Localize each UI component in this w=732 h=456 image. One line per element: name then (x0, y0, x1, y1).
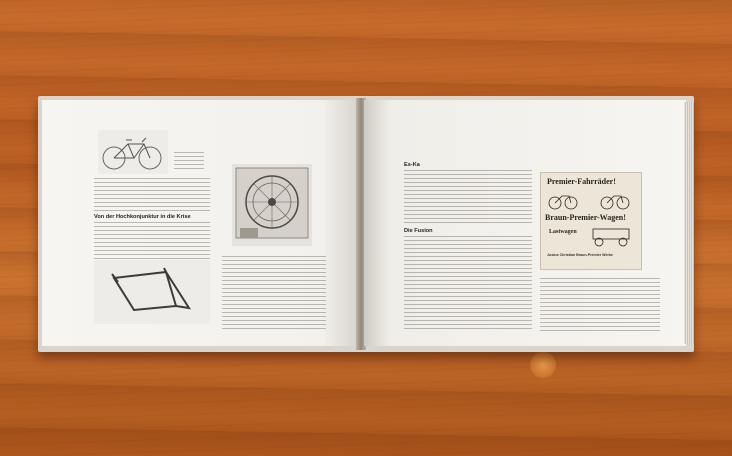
body-text-block-3 (222, 256, 326, 330)
right-body-text-3 (540, 278, 660, 332)
heading-fusion: Die Fusion (404, 228, 433, 234)
ad-title-1: Premier-Fahrräder! (547, 177, 616, 186)
caption-lines (174, 152, 204, 172)
ad-subtitle: Lastwagen (549, 229, 577, 235)
body-text-block-1 (94, 178, 210, 212)
page-edges (684, 102, 694, 344)
right-body-text-1 (404, 170, 532, 226)
right-page (364, 100, 686, 346)
left-page (42, 100, 360, 346)
ad-bicycles-icon (545, 189, 637, 211)
vintage-advertisement (540, 172, 642, 270)
ad-title-2: Braun-Premier-Wagen! (545, 213, 626, 222)
wood-knot (530, 352, 556, 378)
section-heading: Von der Hochkonjunktur in die Krise (94, 214, 191, 220)
heading-es-ka: Es-Ka (404, 162, 420, 168)
ad-footer: Justus Christian Braun-Premier Werke (547, 253, 613, 257)
open-book (38, 96, 694, 352)
frame-photo (94, 260, 210, 324)
body-text-block-2 (94, 222, 210, 262)
bicycle-photo-top (98, 130, 168, 174)
wheel-illustration (232, 164, 312, 246)
ad-wagon-icon (589, 225, 635, 247)
right-body-text-2 (404, 236, 532, 332)
